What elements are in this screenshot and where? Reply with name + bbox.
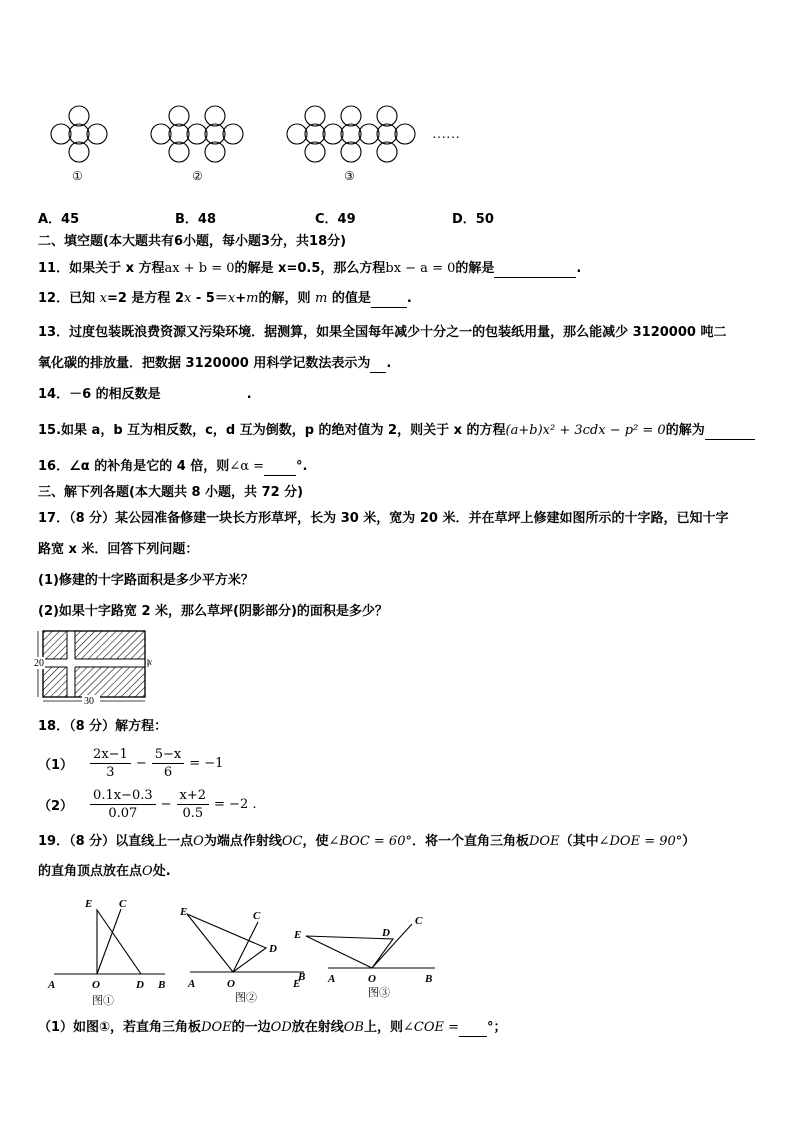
answer-blank	[705, 425, 755, 440]
q12-post2: 的值是	[331, 291, 371, 306]
q11-mid: 的解是 x=0.5，那么方程	[234, 261, 386, 276]
eq1-fraction-2	[152, 746, 185, 781]
q19-triangle-doe: DOE	[529, 834, 560, 849]
fig2-label-c: C	[253, 910, 261, 922]
question-12: 12．已知 x=2 是方程 2x - 5＝x+m的解，则 m 的值是 .	[38, 291, 412, 306]
q19-angle-boc: ∠BOC = 60°	[328, 834, 412, 849]
question-17-line2: 路宽 x 米．回答下列问题：	[38, 542, 199, 557]
q19-s1c: 放在射线	[291, 1020, 344, 1035]
section3-heading: 三、解下列各题(本大题共 8 小题，共 72 分)	[38, 485, 304, 500]
q19-s1a: （1）如图①，若直角三角板	[38, 1020, 202, 1035]
q19-l1b: 为端点作射线	[203, 834, 282, 849]
q12-var-x2: x	[184, 291, 192, 306]
question-15	[38, 422, 755, 440]
q16-pre: 16．∠α 的补角是它的 4 倍，则	[38, 459, 230, 474]
question-11: 11．如果关于 x 方程ax + b = 0的解是 x=0.5，那么方程bx − a = 0的解是 .	[38, 261, 582, 276]
q19-point-o: O	[193, 834, 204, 849]
fig3-label-d: D	[382, 927, 390, 939]
fig3-label-o: O	[368, 973, 376, 985]
fig1-label-c: C	[119, 898, 127, 910]
q16-equation: ∠α =	[229, 459, 265, 474]
eq1-f2-den: 6	[163, 764, 173, 780]
q15-pre: 15.如果 a，b 互为相反数，c，d 互为倒数，p 的绝对值为 2，则关于 x 的方程	[38, 423, 506, 438]
fig3-label-a: A	[328, 973, 336, 985]
q13-line2-text: 氧化碳的排放量．把数据 3120000 用科学记数法表示为	[38, 356, 371, 371]
option-b: B．48	[175, 212, 216, 227]
q12-var-x3: x	[227, 291, 236, 306]
fig2-label-a: A	[188, 978, 196, 990]
q12-post: 的解，则	[258, 291, 311, 306]
question-19-line2	[38, 863, 171, 881]
road-width-label: x	[148, 657, 152, 667]
fig1-label-d: D	[136, 979, 144, 991]
q19-s1e: °；	[487, 1020, 507, 1035]
eq2-f1-num: 0.1x−0.3	[90, 787, 156, 805]
q14-end: .	[246, 387, 252, 402]
eq1-fraction-1	[90, 746, 131, 781]
q19-s1b: 的一边	[231, 1020, 271, 1035]
pattern-ellipsis: ……	[432, 127, 460, 142]
eq1-f1-den: 3	[106, 764, 115, 780]
fig2-label-e2: E	[293, 978, 301, 990]
question-18-heading: 18．（8 分）解方程：	[38, 719, 168, 734]
circle-pattern-figure	[40, 100, 480, 185]
q12-eq-c: +	[235, 291, 247, 306]
q12-var-m: m	[246, 291, 259, 306]
fig1-label-b: B	[158, 979, 166, 991]
fig2-label-e: E	[180, 906, 188, 918]
option-a: A．45	[38, 212, 80, 227]
q19-l2a: 的直角顶点放在点	[38, 864, 143, 879]
q19-l1a: 19．（8 分）以直线上一点	[38, 834, 194, 849]
width-label: 30	[84, 696, 94, 707]
q14-text: 14．－6 的相反数是	[38, 387, 161, 402]
q12-eq-b: - 5＝	[191, 291, 228, 306]
q19-s1-ob: OB	[343, 1020, 364, 1035]
eq2-f2-num: x+2	[177, 787, 210, 805]
q12-pre: 12．已知	[38, 291, 96, 306]
fig3-label-c: C	[415, 915, 423, 927]
question-14	[38, 386, 252, 404]
question-13-line1: 13．过度包装既浪费资源又污染环境．据测算，如果全国每年减少十分之一的包装纸用量，那么能减少 3120000 吨二	[38, 325, 727, 340]
answer-blank	[459, 1022, 487, 1037]
section2-heading: 二、填空题(本大题共有6小题，每小题3分，共18分)	[38, 234, 347, 249]
q11-eq2: bx − a = 0	[385, 261, 456, 276]
q11-post: 的解是	[455, 261, 495, 276]
eq2-f2-den: 0.5	[182, 805, 204, 821]
fig2-label-d: D	[269, 943, 277, 955]
fig1-caption: 图①	[92, 995, 114, 1007]
q11-pre: 11．如果关于 x 方程	[38, 261, 165, 276]
q19-l1d: ．将一个直角三角板	[411, 834, 529, 849]
fig3-label-b: B	[425, 973, 433, 985]
eq1-f1-num: 2x−1	[90, 746, 131, 764]
eq2-op: −	[160, 796, 172, 812]
answer-blank	[371, 293, 407, 308]
option-d: D．50	[452, 212, 494, 227]
eq2-fraction-1	[90, 787, 156, 822]
q19-s1-od: OD	[270, 1020, 292, 1035]
q16-post: °.	[296, 459, 308, 474]
q12-var-m2: m	[314, 291, 328, 306]
eq1-rhs: = −1	[189, 755, 224, 771]
eq1-f2-num: 5−x	[152, 746, 185, 764]
q19-s1-doe: DOE	[201, 1020, 232, 1035]
q19-l1e: （其中	[559, 834, 599, 849]
question-17-sub2: (2)如果十字路宽 2 米，那么草坪(阴影部分)的面积是多少？	[38, 604, 388, 619]
pattern-label-2: ②	[192, 169, 203, 183]
q11-eq1: ax + b = 0	[164, 261, 235, 276]
q19-l1c: ，使	[302, 834, 329, 849]
height-label: 20	[34, 658, 44, 669]
q12-eq-a: =2 是方程 2	[106, 291, 185, 306]
eq2-fraction-2	[177, 787, 210, 822]
question-17-line1: 17．（8 分）某公园准备修建一块长方形草坪，长为 30 米，宽为 20 米．并在草坪上修建如图所示的十字路，已知十字	[38, 511, 729, 526]
fig3-label-e: E	[294, 929, 302, 941]
q19-point-o-2: O	[142, 864, 153, 879]
option-c: C．49	[315, 212, 356, 227]
geometry-figures	[40, 892, 440, 1012]
q19-l1f: ）	[682, 834, 696, 849]
q19-angle-doe: ∠DOE = 90°	[598, 834, 683, 849]
fig3-caption: 图③	[368, 987, 390, 999]
fig2-caption: 图②	[235, 992, 257, 1004]
eq2-tag: （2）	[38, 798, 74, 814]
pattern-label-3: ③	[344, 169, 355, 183]
question-19-line1	[38, 833, 695, 851]
q19-l2b: 处.	[152, 864, 171, 879]
question-13-line2: 氧化碳的排放量．把数据 3120000 用科学记数法表示为 .	[38, 356, 392, 371]
q18-equation-2	[38, 784, 258, 824]
fig1-label-e: E	[85, 898, 93, 910]
question-19-sub1	[38, 1019, 507, 1037]
q19-ray-oc: OC	[281, 834, 303, 849]
answer-blank	[264, 461, 296, 476]
question-17-sub1: (1)修建的十字路面积是多少平方米？	[38, 573, 254, 588]
eq2-f1-den: 0.07	[108, 805, 138, 821]
q18-equation-1	[38, 743, 225, 783]
eq1-op: −	[135, 755, 147, 771]
eq2-rhs: = −2 .	[214, 796, 257, 812]
lawn-figure	[34, 628, 159, 710]
answer-blank	[370, 358, 386, 373]
q19-s1d: 上，则	[363, 1020, 403, 1035]
q12-var-x: x	[99, 291, 107, 306]
fig2-label-o: O	[227, 978, 235, 990]
eq1-tag: （1）	[38, 757, 74, 773]
answer-blank	[494, 263, 576, 278]
fig1-label-o: O	[92, 979, 100, 991]
q19-s1-angle-coe: ∠COE =	[403, 1020, 460, 1035]
question-16	[38, 458, 307, 476]
fig1-label-a: A	[48, 979, 56, 991]
q15-equation: (a+b)x² + 3cdx − p² = 0	[505, 423, 666, 438]
fig2-label-b: B	[298, 971, 306, 983]
q15-post: 的解为	[665, 423, 705, 438]
pattern-label-1: ①	[72, 169, 83, 183]
